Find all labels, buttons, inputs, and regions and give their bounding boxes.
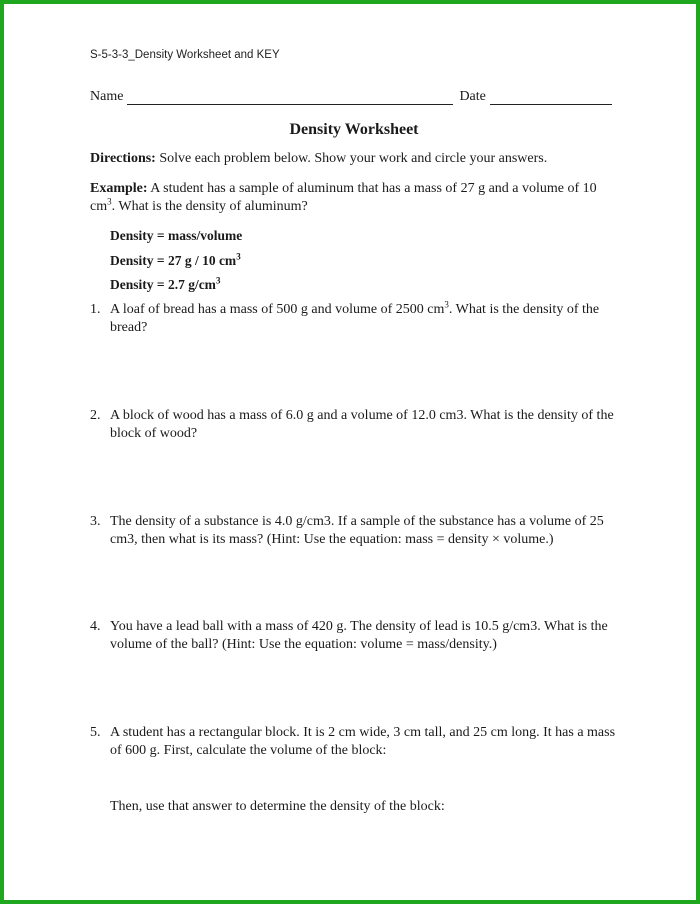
directions-text: Solve each problem below. Show your work and circle your answers. [155,151,548,166]
question-number: 1. [90,302,101,317]
question-text: A student has a rectangular block. It is 2 cm wide, 3 cm tall, and 25 cm long. It has a mass of 600 g. First, calculate the volume of the block: [110,725,616,758]
example-sup: 3 [107,196,112,207]
question-4 [90,618,620,654]
example-text-before: A student has a sample of aluminum that has a mass of 27 g and a volume of 10 cm [90,181,597,214]
directions [90,151,620,167]
formula-2: Density = 27 g / 10 $cm^3$ [110,251,241,268]
directions-label: Directions: [90,151,156,166]
question-1 [90,301,620,337]
question-5-followup: Then, use that answer to determine the density of the block: [110,799,445,814]
question-5 [90,724,620,760]
worksheet-title: Density Worksheet [289,121,419,138]
file-header: S-5-3-3_Density Worksheet and KEY [90,49,280,61]
name-label: Name [90,89,124,104]
question-number: 4. [90,619,101,634]
name-date-line [90,89,612,105]
formula-3: Density = 2.7 $g/cm^3$ [110,275,221,292]
question-number: 3. [90,514,101,529]
formula-1: Density = mass/volume [110,228,243,243]
name-blank[interactable] [127,90,453,105]
question-text: A block of wood has a mass of 6.0 g and a volume of 12.0 cm3. What is the density of the block of wood? [110,408,614,441]
question-number: 5. [90,725,101,740]
question-number: 2. [90,408,101,423]
date-blank[interactable] [490,90,612,105]
question-text: You have a lead ball with a mass of 420 g. The density of lead is 10.5 g/cm3. What is the volume of the ball? (Hint: Use the equation: volume = mass/density.) [110,619,608,652]
question-3 [90,513,620,549]
date-label: Date [459,89,486,104]
question-text: A loaf of bread has a mass of 500 g and volume of 2500 $cm^3$. What is the density of the bread? [110,299,600,335]
question-2 [90,407,620,443]
example [90,180,620,216]
example-label: Example: [90,181,148,196]
question-text: The density of a substance is 4.0 g/cm3. If a sample of the substance has a volume of 25 cm3, then what is its mass? (Hint: Use the equation: mass = density × volume.) [110,514,604,547]
example-text-after: . What is the density of aluminum? [111,199,308,214]
